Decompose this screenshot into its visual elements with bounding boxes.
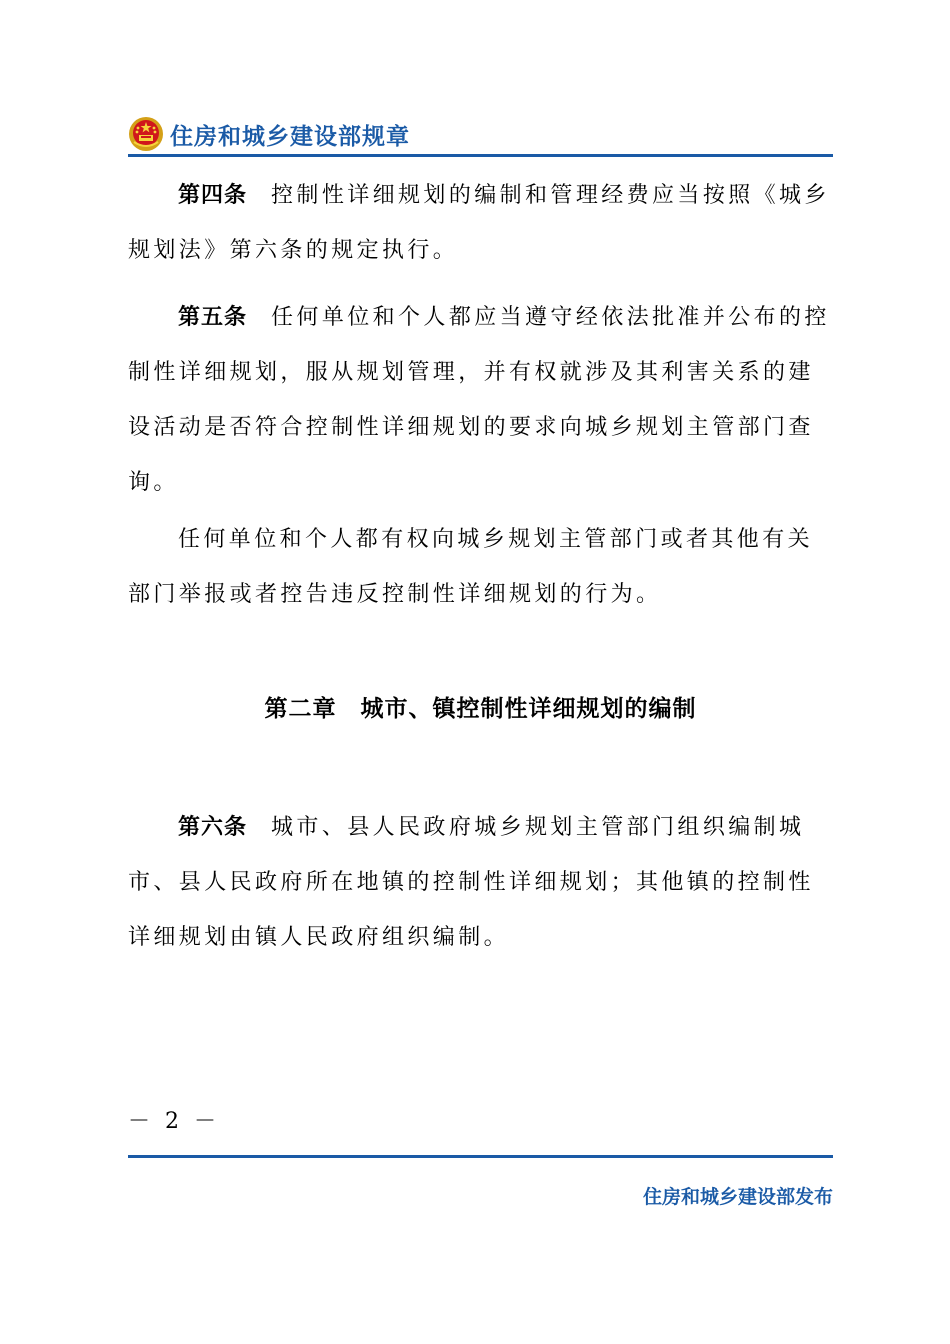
article-number: 第六条 (178, 815, 248, 840)
header-title: 住房和城乡建设部规章 (170, 124, 410, 150)
chapter-heading (128, 690, 833, 723)
article-4 (128, 168, 833, 278)
article-text: 控制性详细规划的编制和管理经费应当按照《城乡规划法》第六条的规定执行。 (128, 183, 830, 263)
article-5-paragraph-2 (128, 512, 833, 622)
footer-publisher: 住房和城乡建设部发布 (642, 1186, 833, 1208)
document-header (128, 112, 833, 156)
paragraph-text: 任何单位和个人都有权向城乡规划主管部门或者其他有关部门举报或者控告违反控制性详细规划的行为。 (128, 527, 814, 607)
national-emblem-icon (128, 116, 164, 152)
article-5 (128, 290, 833, 510)
article-number: 第五条 (178, 305, 248, 330)
article-text: 城市、县人民政府城乡规划主管部门组织编制城市、县人民政府所在地镇的控制性详细规划；其他镇的控制性详细规划由镇人民政府组织编制。 (128, 815, 814, 950)
chapter-number: 第二章 (264, 696, 337, 722)
chapter-title-text: 城市、镇控制性详细规划的编制 (360, 696, 697, 722)
page-number: － 2 － (128, 1109, 220, 1134)
article-text: 任何单位和个人都应当遵守经依法批准并公布的控制性详细规划，服从规划管理，并有权就涉及其利害关系的建设活动是否符合控制性详细规划的要求向城乡规划主管部门查询。 (128, 305, 830, 495)
header-divider (128, 154, 833, 157)
article-6 (128, 800, 833, 965)
footer-divider (128, 1155, 833, 1158)
article-number: 第四条 (178, 183, 248, 208)
